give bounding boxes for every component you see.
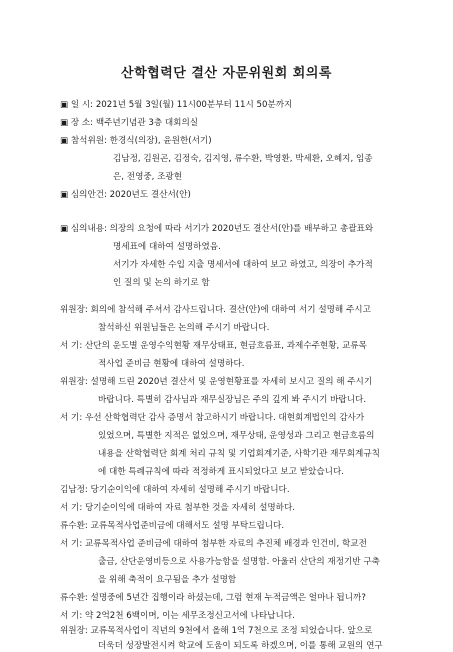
- minutes-line: 위원장: 설명해 드린 2020년 결산서 및 운영현황표를 자세히 보시고 질의 해 주시기: [60, 377, 373, 387]
- minutes-line: 위원장: 교류목적사업이 직년의 9천에서 올해 1억 7천으로 조정 되었습니다. 앞으로: [60, 626, 373, 636]
- minutes-line: 위원장: 회의에 참석해 주셔서 감사드립니다. 결산(안)에 대하여 서기 설명해 주시고: [60, 305, 371, 315]
- content-line: 서기가 자세한 수입 지출 명세서에 대하여 보고 하였고, 의장이 추가적: [113, 260, 373, 270]
- agenda-line: ▣ 심의안건: 2020년도 결산서(안): [60, 190, 191, 200]
- minutes-line: 내용을 산학협력단 회계 처리 규칙 및 기업회계기준, 사학기관 재무회계규칙: [98, 449, 380, 459]
- minutes-line: 더욱더 성장발전시켜 학교에 도움이 되도록 하겠으며, 이를 통해 교원의 연구: [98, 641, 383, 651]
- minutes-line: 류수환: 설명중에 5년간 집행이라 하셨는데, 그럼 현재 누적금액은 얼마나 됩니까?: [60, 593, 366, 603]
- minutes-line: 서 기: 교류목적사업 준비금에 대하여 첨부한 자료의 추진체 배경과 인건비, 학교전: [60, 539, 367, 549]
- content-line: 인 질의 및 논의 하기로 함: [113, 278, 210, 288]
- minutes-line: 서 기: 우선 산학협력단 감사 증명서 참고하시기 바랍니다. 대현회계법인의 감사가: [60, 413, 365, 423]
- minutes-line: 있었으며, 특별한 지적은 없었으며, 재무상태, 운영성과 그리고 현금흐름의: [98, 431, 375, 441]
- attendees-line: ▣ 참석위원: 한경식(의장), 윤원한(서기): [60, 136, 212, 146]
- document-title: 산학협력단 결산 자문위원회 회의록: [121, 66, 332, 81]
- minutes-line: 서 기: 산단의 운도별 운영수익현황 재무상태표, 현금흐름표, 과제수주현황, 교류목: [60, 341, 367, 351]
- minutes-line: 서 기: 당기순이익에 대하여 자료 첨부한 것을 자세히 설명하다.: [60, 503, 296, 513]
- minutes-line: 출금, 산단운영비등으로 사용가능함을 설명함. 아울러 산단의 재정기반 구축: [98, 557, 380, 567]
- minutes-line: 적사업 준비금 현황에 대하여 설명하다.: [98, 359, 245, 369]
- minutes-line: 류수환: 교류목적사업준비금에 대해서도 설명 부탁드립니다.: [60, 521, 285, 531]
- attendees-continued-line: 은, 전영중, 조광현: [113, 172, 183, 182]
- minutes-line: 참석하신 위원님들은 논의해 주시기 바랍니다.: [98, 323, 270, 333]
- minutes-line: 바랍니다. 특별히 감사님과 재무실장님은 주의 깊게 봐 주시기 바랍니다.: [98, 395, 367, 405]
- minutes-line: 에 대한 특례규칙에 따라 적정하게 표시되었다고 보고 받았습니다.: [98, 467, 344, 477]
- minutes-line: 김남정: 당기순이익에 대하여 자세히 설명해 주시기 바랍니다.: [60, 485, 290, 495]
- content-line: 명세표에 대하여 설명하였음.: [113, 242, 221, 252]
- attendees-continued-line: 김남정, 김원곤, 김정숙, 김지영, 류수환, 박영환, 박세환, 오혜지, 임종: [113, 154, 373, 164]
- meeting-place-line: ▣ 장 소: 백주년기념관 3층 대회의실: [60, 118, 199, 128]
- minutes-line: 서 기: 약 2억2천 6백이며, 이는 세무조정신고서에 나타납니다.: [60, 611, 295, 621]
- minutes-line: 을 위해 축적이 요구됨을 추가 설명함: [98, 575, 237, 585]
- meeting-date-line: ▣ 일 시: 2021년 5월 3일(월) 11시00분부터 11시 50분까지: [60, 100, 293, 110]
- content-line: ▣ 심의내용: 의장의 요청에 따라 서기가 2020년도 결산서(안)를 배부하고 총괄표와: [60, 224, 374, 234]
